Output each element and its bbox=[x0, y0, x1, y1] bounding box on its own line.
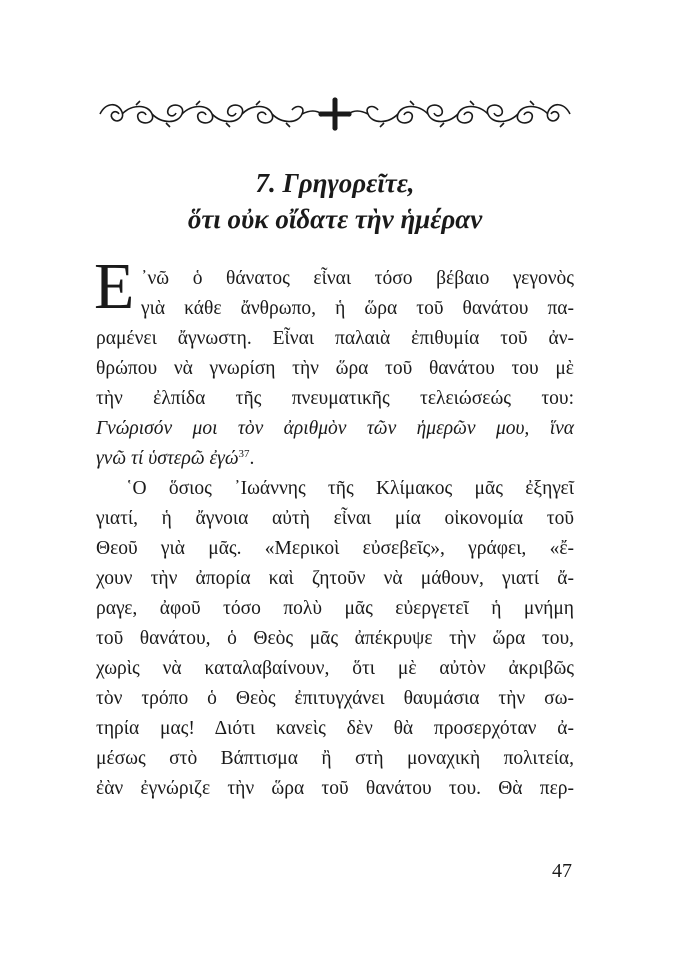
text-line-10: Θεοῦ γιὰ μᾶς. «Μερικοὶ εὐσεβεῖς», γράφει, «ἔ- bbox=[96, 538, 574, 559]
text-line-14: χωρὶς νὰ καταλαβαίνουν, ὅτι μὲ αὐτὸν ἀκριβῶς bbox=[96, 658, 574, 679]
text-line-15: τὸν τρόπο ὁ Θεὸς ἐπιτυγχάνει θαυμάσια τὴν σω- bbox=[96, 688, 574, 709]
sentence-end: . bbox=[249, 448, 255, 469]
drop-cap-letter: Ε bbox=[94, 250, 135, 323]
chapter-subtitle-text: ὅτι οὐκ οἴδατε τὴν ἡμέραν bbox=[187, 204, 483, 234]
text-line-18: ἐὰν ἐγνώριζε τὴν ὥρα τοῦ θανάτου του. Θὰ περ- bbox=[96, 778, 574, 799]
text-line-9: γιατί, ἡ ἄγνοια αὐτὴ εἶναι μία οἰκονομία τοῦ bbox=[96, 508, 574, 529]
text-line-1: ᾿νῶ ὁ θάνατος εἶναι τόσο βέβαιο γεγονὸς bbox=[141, 268, 574, 289]
footnote-marker: 37 bbox=[238, 448, 250, 460]
text-line-4: θρώπου νὰ γνωρίση τὴν ὥρα τοῦ θανάτου του μὲ bbox=[96, 358, 574, 379]
text-line-12: ραγε, ἀφοῦ τόσο πολὺ μᾶς εὐεργετεῖ ἡ μνήμη bbox=[96, 598, 574, 619]
ornament-vine-icon bbox=[96, 96, 574, 132]
chapter-title-line-1 bbox=[96, 168, 574, 199]
text-line-13: τοῦ θανάτου, ὁ Θεὸς μᾶς ἀπέκρυψε τὴν ὥρα του, bbox=[96, 628, 574, 649]
text-line-5: τὴν ἐλπίδα τῆς πνευματικῆς τελειώσεώς του: bbox=[96, 388, 574, 409]
text-line-8: ῾Ο ὅσιος ᾿Ιωάννης τῆς Κλίμακος μᾶς ἐξηγεῖ bbox=[126, 478, 574, 499]
chapter-title-line-2 bbox=[96, 204, 574, 235]
decorative-ornament-band bbox=[96, 96, 574, 132]
scripture-quote-end: γνῶ τί ὑστερῶ ἐγώ bbox=[96, 448, 239, 469]
text-line-11: χουν τὴν ἀπορία καὶ ζητοῦν νὰ μάθουν, γιατί ἄ- bbox=[96, 568, 574, 589]
page-number: 47 bbox=[552, 860, 572, 882]
chapter-title-text: 7. Γρηγορεῖτε, bbox=[255, 168, 415, 198]
text-line-6 bbox=[96, 414, 574, 444]
scripture-quote: Γνώρισόν μοι τὸν ἀριθμὸν τῶν ἡμερῶν μου, ἵνα bbox=[96, 418, 574, 439]
text-line-3: ραμένει ἄγνωστη. Εἶναι παλαιὰ ἐπιθυμία τοῦ ἀν- bbox=[96, 328, 574, 349]
text-line-7 bbox=[96, 444, 574, 474]
text-line-2: γιὰ κάθε ἄνθρωπο, ἡ ὥρα τοῦ θανάτου πα- bbox=[141, 298, 574, 319]
text-line-17: μέσως στὸ Βάπτισμα ἢ στὴ μοναχικὴ πολιτεία, bbox=[96, 748, 574, 769]
text-line-16: τηρία μας! Διότι κανεὶς δὲν θὰ προσερχόταν ἀ- bbox=[96, 718, 574, 739]
